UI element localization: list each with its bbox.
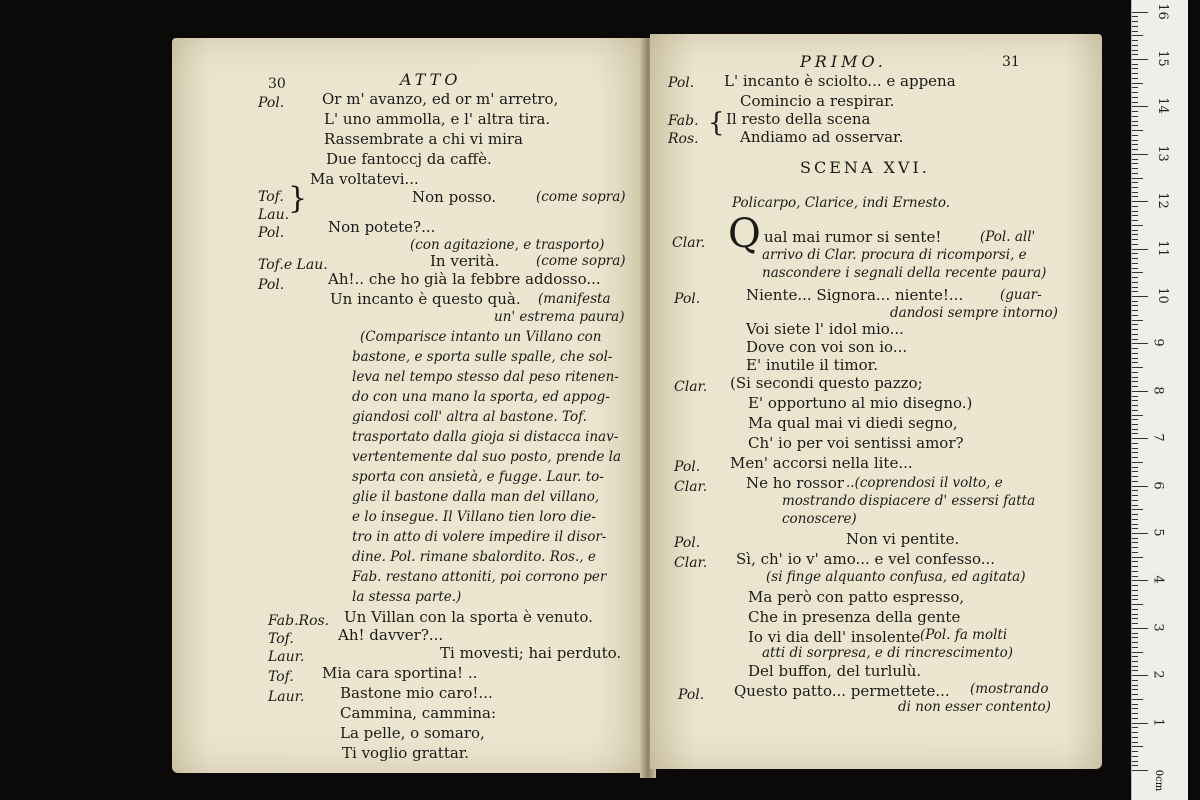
verse-line: (Si secondi questo pazzo; [730, 374, 923, 392]
speaker: Pol. [668, 75, 695, 91]
ruler-tick [1132, 443, 1138, 444]
ruler-tick [1132, 438, 1148, 439]
verse-line: Ch' io per voi sentissi amor? [748, 434, 964, 452]
ruler-tick [1132, 54, 1138, 55]
ruler-tick [1132, 557, 1143, 558]
ruler-tick [1132, 211, 1138, 212]
ruler-tick [1132, 599, 1138, 600]
stage-direction: bastone, e sporta sulle spalle, che sol- [352, 349, 613, 365]
ruler-tick [1132, 547, 1138, 548]
ruler-tick [1132, 68, 1138, 69]
ruler-tick [1132, 637, 1138, 638]
ruler-tick [1132, 353, 1138, 354]
speaker: Laur. [268, 649, 305, 665]
ruler-tick [1132, 45, 1138, 46]
stage-direction: conoscere) [782, 511, 857, 527]
ruler-unit-label: 0cm [1153, 769, 1165, 792]
ruler-tick [1132, 329, 1138, 330]
ruler-tick [1132, 125, 1138, 126]
ruler-tick [1132, 35, 1143, 36]
ruler-tick [1132, 377, 1138, 378]
stage-direction: (come sopra) [536, 189, 626, 205]
ruler-tick [1132, 495, 1138, 496]
ruler-tick [1132, 21, 1138, 22]
speaker: Clar. [674, 479, 708, 495]
verse-line: In verità. [430, 252, 500, 270]
ruler-tick [1132, 590, 1138, 591]
ruler-tick [1132, 566, 1138, 567]
ruler-tick [1132, 618, 1138, 619]
ruler-tick [1132, 386, 1138, 387]
stage-direction: (come sopra) [536, 253, 626, 269]
ruler-tick [1132, 173, 1138, 174]
ruler-number: 7 [1150, 433, 1166, 442]
ruler-tick [1132, 656, 1138, 657]
ruler-number: 6 [1150, 480, 1166, 490]
ruler-tick [1132, 552, 1138, 553]
ruler-tick [1132, 64, 1138, 65]
ruler-tick [1132, 324, 1138, 325]
ruler-tick [1132, 585, 1138, 586]
ruler-tick [1132, 287, 1138, 288]
ruler-tick [1132, 291, 1138, 292]
ruler-tick [1132, 533, 1148, 534]
ruler-tick [1132, 102, 1138, 103]
left-page [172, 38, 648, 773]
ruler-tick [1132, 528, 1138, 529]
ruler-tick [1132, 751, 1138, 752]
ruler-tick [1132, 410, 1138, 411]
running-head: ATTO [400, 70, 462, 89]
stage-direction: (Pol. fa molti [920, 627, 1008, 643]
ruler-number: 12 [1154, 192, 1170, 209]
stage-direction: la stessa parte.) [352, 589, 462, 605]
ruler-tick [1132, 206, 1138, 207]
ruler-number: 11 [1154, 239, 1170, 257]
ruler-tick [1132, 647, 1138, 648]
speaker: Pol. [674, 535, 701, 551]
ruler-tick [1132, 230, 1138, 231]
ruler-tick [1132, 339, 1138, 340]
ruler-tick [1132, 628, 1148, 629]
ruler-tick [1132, 315, 1138, 316]
ruler-tick [1132, 685, 1138, 686]
ruler-tick [1132, 121, 1138, 122]
verse-line: Or m' avanzo, ed or m' arretro, [322, 90, 559, 108]
ruler-tick [1132, 699, 1143, 700]
stage-direction: tro in atto di volere impedire il disor- [352, 529, 607, 545]
ruler-tick [1132, 429, 1138, 430]
ruler-tick [1132, 742, 1138, 743]
stage-direction: trasportato dalla gioja si distacca inav- [352, 429, 619, 445]
verse-line: Ti voglio grattar. [342, 744, 470, 762]
speaker: Tof. [268, 631, 294, 647]
ruler-tick [1132, 524, 1138, 525]
ruler-tick [1132, 268, 1138, 269]
speaker: Fab. [668, 113, 699, 129]
speaker: Pol. [258, 277, 285, 293]
ruler-tick [1132, 642, 1138, 643]
ruler-tick [1132, 576, 1138, 577]
stage-direction: sporta con ansietà, e fugge. Laur. to- [352, 469, 604, 485]
brace-glyph: } [288, 181, 308, 216]
verse-line: L' uno ammolla, e l' altra tira. [324, 110, 551, 128]
ruler-tick [1132, 277, 1138, 278]
speaker: Pol. [678, 687, 705, 703]
ruler-tick [1132, 723, 1148, 724]
ruler-tick [1132, 519, 1138, 520]
ruler-tick [1132, 500, 1138, 501]
ruler-tick [1132, 471, 1138, 472]
verse-line: Non posso. [412, 188, 497, 206]
ruler-tick [1132, 746, 1143, 747]
ruler-tick [1132, 111, 1138, 112]
speaker: Pol. [674, 291, 701, 307]
ruler-number: 2 [1150, 670, 1166, 679]
ruler-tick [1132, 718, 1138, 719]
verse-line: Il resto della scena [726, 110, 871, 128]
verse-line: Niente... Signora... niente!... [746, 286, 964, 304]
ruler-tick [1132, 509, 1143, 510]
ruler-tick [1132, 761, 1138, 762]
stage-direction: dandosi sempre intorno) [890, 305, 1058, 321]
ruler-number: 14 [1154, 97, 1170, 115]
ruler-number: 13 [1154, 145, 1170, 162]
ruler-tick [1132, 40, 1138, 41]
verse-line: Ti movesti; hai perduto. [440, 644, 622, 662]
ruler-number: 5 [1150, 528, 1166, 537]
verse-line: Voi siete l' idol mio... [746, 320, 904, 338]
ruler-tick [1132, 343, 1148, 344]
verse-line: La pelle, o somaro, [340, 724, 485, 742]
speaker: Pol. [258, 225, 285, 241]
ruler-tick [1132, 675, 1148, 676]
ruler-tick [1132, 334, 1138, 335]
stage-direction: (manifesta [538, 291, 611, 307]
verse-line: Cammina, cammina: [340, 704, 497, 722]
verse-line: Ma voltatevi... [310, 170, 419, 188]
ruler-tick [1132, 249, 1148, 250]
ruler-tick [1132, 704, 1138, 705]
ruler-tick [1132, 732, 1138, 733]
stage-direction: nascondere i segnali della recente paura) [762, 265, 1047, 281]
ruler-tick [1132, 362, 1138, 363]
ruler-tick [1132, 196, 1138, 197]
ruler-tick [1132, 661, 1138, 662]
ruler-tick [1132, 756, 1138, 757]
verse-line: Non potete?... [328, 218, 436, 236]
ruler-tick [1132, 12, 1148, 13]
verse-line: Mia cara sportina! .. [322, 664, 478, 682]
verse-line: E' opportuno al mio disegno.) [748, 394, 973, 412]
ruler-tick [1132, 727, 1138, 728]
measurement-ruler [1131, 0, 1188, 800]
ruler-tick [1132, 305, 1138, 306]
speaker: Tof.e Lau. [258, 257, 328, 273]
ruler-tick [1132, 609, 1138, 610]
ruler-tick [1132, 168, 1138, 169]
ruler-tick [1132, 59, 1148, 60]
ruler-tick [1132, 680, 1138, 681]
ruler-tick [1132, 561, 1138, 562]
speaker: Clar. [672, 235, 706, 251]
speaker: Fab.Ros. [268, 613, 330, 629]
ruler-tick [1132, 73, 1138, 74]
ruler-tick [1132, 372, 1138, 373]
verse-line: Ma qual mai vi diedi segno, [748, 414, 958, 432]
ruler-tick [1132, 405, 1138, 406]
page-number: 31 [1002, 54, 1020, 70]
ruler-tick [1132, 490, 1138, 491]
verse-line: Rassembrate a chi vi mira [324, 130, 523, 148]
verse-line: Che in presenza della gente [748, 608, 961, 626]
verse-line: Ma però con patto espresso, [748, 588, 965, 606]
stage-direction: giandosi coll' altra al bastone. Tof. [352, 409, 587, 425]
ruler-tick [1132, 457, 1138, 458]
ruler-tick [1132, 244, 1138, 245]
speaker: Clar. [674, 555, 708, 571]
ruler-tick [1132, 713, 1138, 714]
ruler-tick [1132, 253, 1138, 254]
ruler-tick [1132, 234, 1138, 235]
ruler-tick [1132, 320, 1143, 321]
ruler-tick [1132, 31, 1138, 32]
verse-line: Ah! davver?... [338, 626, 444, 644]
stage-direction: Fab. restano attoniti, poi corrono per [352, 569, 607, 585]
ruler-number: 16 [1154, 2, 1170, 20]
ruler-tick [1132, 258, 1138, 259]
speaker: Ros. [668, 131, 699, 147]
ruler-tick [1132, 614, 1138, 615]
ruler-tick [1132, 415, 1143, 416]
ruler-tick [1132, 476, 1138, 477]
ruler-tick [1132, 358, 1138, 359]
ruler-tick [1132, 623, 1138, 624]
verse-line: Comincio a respirar. [740, 92, 895, 110]
character-list: Policarpo, Clarice, indi Ernesto. [732, 195, 951, 211]
ruler-tick [1132, 154, 1148, 155]
ruler-tick [1132, 310, 1138, 311]
ruler-tick [1132, 689, 1138, 690]
verse-line: Io vi dia dell' insolente [748, 628, 921, 646]
ruler-tick [1132, 163, 1138, 164]
ruler-tick [1132, 182, 1138, 183]
stage-direction: (Pol. all' [980, 229, 1036, 245]
ruler-tick [1132, 652, 1143, 653]
ruler-tick [1132, 135, 1138, 136]
stage-direction: atti di sorpresa, e di rincrescimento) [762, 645, 1014, 661]
verse-line: ual mai rumor si sente! [764, 228, 942, 246]
ruler-tick [1132, 462, 1143, 463]
stage-direction: dine. Pol. rimane sbalordito. Ros., e [352, 549, 596, 565]
verse-line: Del buffon, del turlulù. [748, 662, 922, 680]
ruler-number: 1 [1150, 717, 1166, 727]
verse-line: Un Villan con la sporta è venuto. [344, 608, 593, 626]
ruler-tick [1132, 633, 1138, 634]
ruler-tick [1132, 595, 1138, 596]
stage-direction: (Comparisce intanto un Villano con [360, 329, 602, 345]
stage-direction: (si finge alquanto confusa, ed agitata) [766, 569, 1026, 585]
speaker: Tof. [268, 669, 294, 685]
speaker: Pol. [674, 459, 701, 475]
ruler-tick [1132, 78, 1138, 79]
ruler-tick [1132, 215, 1138, 216]
ruler-tick [1132, 666, 1138, 667]
ruler-tick [1132, 140, 1138, 141]
speaker: Pol. [258, 95, 285, 111]
ruler-tick [1132, 187, 1138, 188]
scene-heading: SCENA XVI. [800, 158, 930, 177]
ruler-tick [1132, 381, 1138, 382]
ruler-tick [1132, 201, 1148, 202]
open-book [172, 30, 1107, 785]
ruler-tick [1132, 225, 1143, 226]
stage-direction: arrivo di Clar. procura di ricomporsi, e [762, 247, 1027, 263]
ruler-tick [1132, 16, 1138, 17]
ruler-number: 3 [1150, 623, 1166, 632]
ruler-number: 9 [1150, 338, 1166, 348]
ruler-tick [1132, 50, 1138, 51]
ruler-tick [1132, 116, 1138, 117]
ruler-tick [1132, 400, 1138, 401]
ruler-tick [1132, 97, 1138, 98]
ruler-tick [1132, 505, 1138, 506]
right-page [650, 34, 1102, 769]
stage-direction: un' estrema paura) [494, 309, 625, 325]
ruler-tick [1132, 178, 1143, 179]
ruler-tick [1132, 220, 1138, 221]
drop-cap: Q [728, 211, 761, 257]
ruler-tick [1132, 159, 1138, 160]
verse-line: Questo patto... permettete... [734, 682, 950, 700]
ruler-tick [1132, 92, 1138, 93]
stage-direction: do con una mano la sporta, ed appog- [352, 389, 610, 405]
ruler-tick [1132, 424, 1138, 425]
ruler-number: 4 [1150, 575, 1166, 585]
verse-line: Due fantoccj da caffè. [326, 150, 492, 168]
ruler-tick [1132, 433, 1138, 434]
ruler-number: 15 [1154, 50, 1170, 67]
ruler-tick [1132, 481, 1138, 482]
ruler-tick [1132, 348, 1138, 349]
verse-line: Men' accorsi nella lite... [730, 454, 913, 472]
ruler-tick [1132, 239, 1138, 240]
stage-direction: di non esser contento) [898, 699, 1051, 715]
stage-direction: leva nel tempo stesso dal peso ritenen- [352, 369, 619, 385]
ruler-tick [1132, 538, 1138, 539]
verse-line: Dove con voi son io... [746, 338, 908, 356]
ruler-tick [1132, 694, 1138, 695]
ruler-tick [1132, 486, 1148, 487]
verse-line: Sì, ch' io v' amo... e vel confesso... [736, 550, 996, 568]
verse-line: Ne ho rossor [746, 474, 845, 492]
ruler-tick [1132, 448, 1138, 449]
ruler-tick [1132, 391, 1148, 392]
verse-line: Andiamo ad osservar. [740, 128, 904, 146]
verse-line: Bastone mio caro!... [340, 684, 493, 702]
stage-direction: ..(coprendosi il volto, e [846, 475, 1003, 491]
ruler-tick [1132, 419, 1138, 420]
ruler-tick [1132, 396, 1138, 397]
ruler-tick [1132, 272, 1143, 273]
stage-direction: vertentemente dal suo posto, prende la [352, 449, 622, 465]
ruler-tick [1132, 580, 1148, 581]
ruler-tick [1132, 149, 1138, 150]
ruler-tick [1132, 87, 1138, 88]
ruler-tick [1132, 708, 1138, 709]
verse-line: Ah!.. che ho già la febbre addosso... [328, 270, 601, 288]
stage-direction: mostrando dispiacere d' essersi fatta [782, 493, 1036, 509]
ruler-tick [1132, 670, 1138, 671]
ruler-tick [1132, 604, 1143, 605]
speaker: Lau. [258, 207, 290, 223]
ruler-tick [1132, 571, 1138, 572]
ruler-tick [1132, 770, 1148, 771]
verse-line: Un incanto è questo quà. [330, 290, 521, 308]
speaker: Laur. [268, 689, 305, 705]
verse-line: L' incanto è sciolto... e appena [724, 72, 956, 90]
ruler-tick [1132, 296, 1148, 297]
ruler-tick [1132, 144, 1138, 145]
brace-glyph: { [708, 108, 725, 138]
stage-direction: (guar- [1000, 287, 1042, 303]
ruler-tick [1132, 301, 1138, 302]
ruler-tick [1132, 467, 1138, 468]
ruler-tick [1132, 452, 1138, 453]
page-number: 30 [268, 76, 286, 92]
ruler-number: 8 [1150, 386, 1166, 395]
running-head: PRIMO. [800, 52, 887, 71]
ruler-number: 10 [1154, 287, 1170, 304]
speaker: Clar. [674, 379, 708, 395]
ruler-tick [1132, 765, 1138, 766]
ruler-tick [1132, 130, 1143, 131]
ruler-tick [1132, 263, 1138, 264]
ruler-tick [1132, 737, 1138, 738]
ruler-tick [1132, 367, 1143, 368]
ruler-tick [1132, 106, 1148, 107]
verse-line: Non vi pentite. [846, 530, 960, 548]
stage-direction: glie il bastone dalla man del villano, [352, 489, 600, 505]
stage-direction: (con agitazione, e trasporto) [410, 237, 605, 253]
stage-direction: (mostrando [970, 681, 1049, 697]
speaker: Tof. [258, 189, 284, 205]
ruler-tick [1132, 542, 1138, 543]
ruler-tick [1132, 282, 1138, 283]
ruler-tick [1132, 83, 1143, 84]
stage-direction: e lo insegue. Il Villano tien loro die- [352, 509, 596, 525]
ruler-tick [1132, 26, 1138, 27]
verse-line: E' inutile il timor. [746, 356, 878, 374]
ruler-tick [1132, 192, 1138, 193]
ruler-tick [1132, 514, 1138, 515]
